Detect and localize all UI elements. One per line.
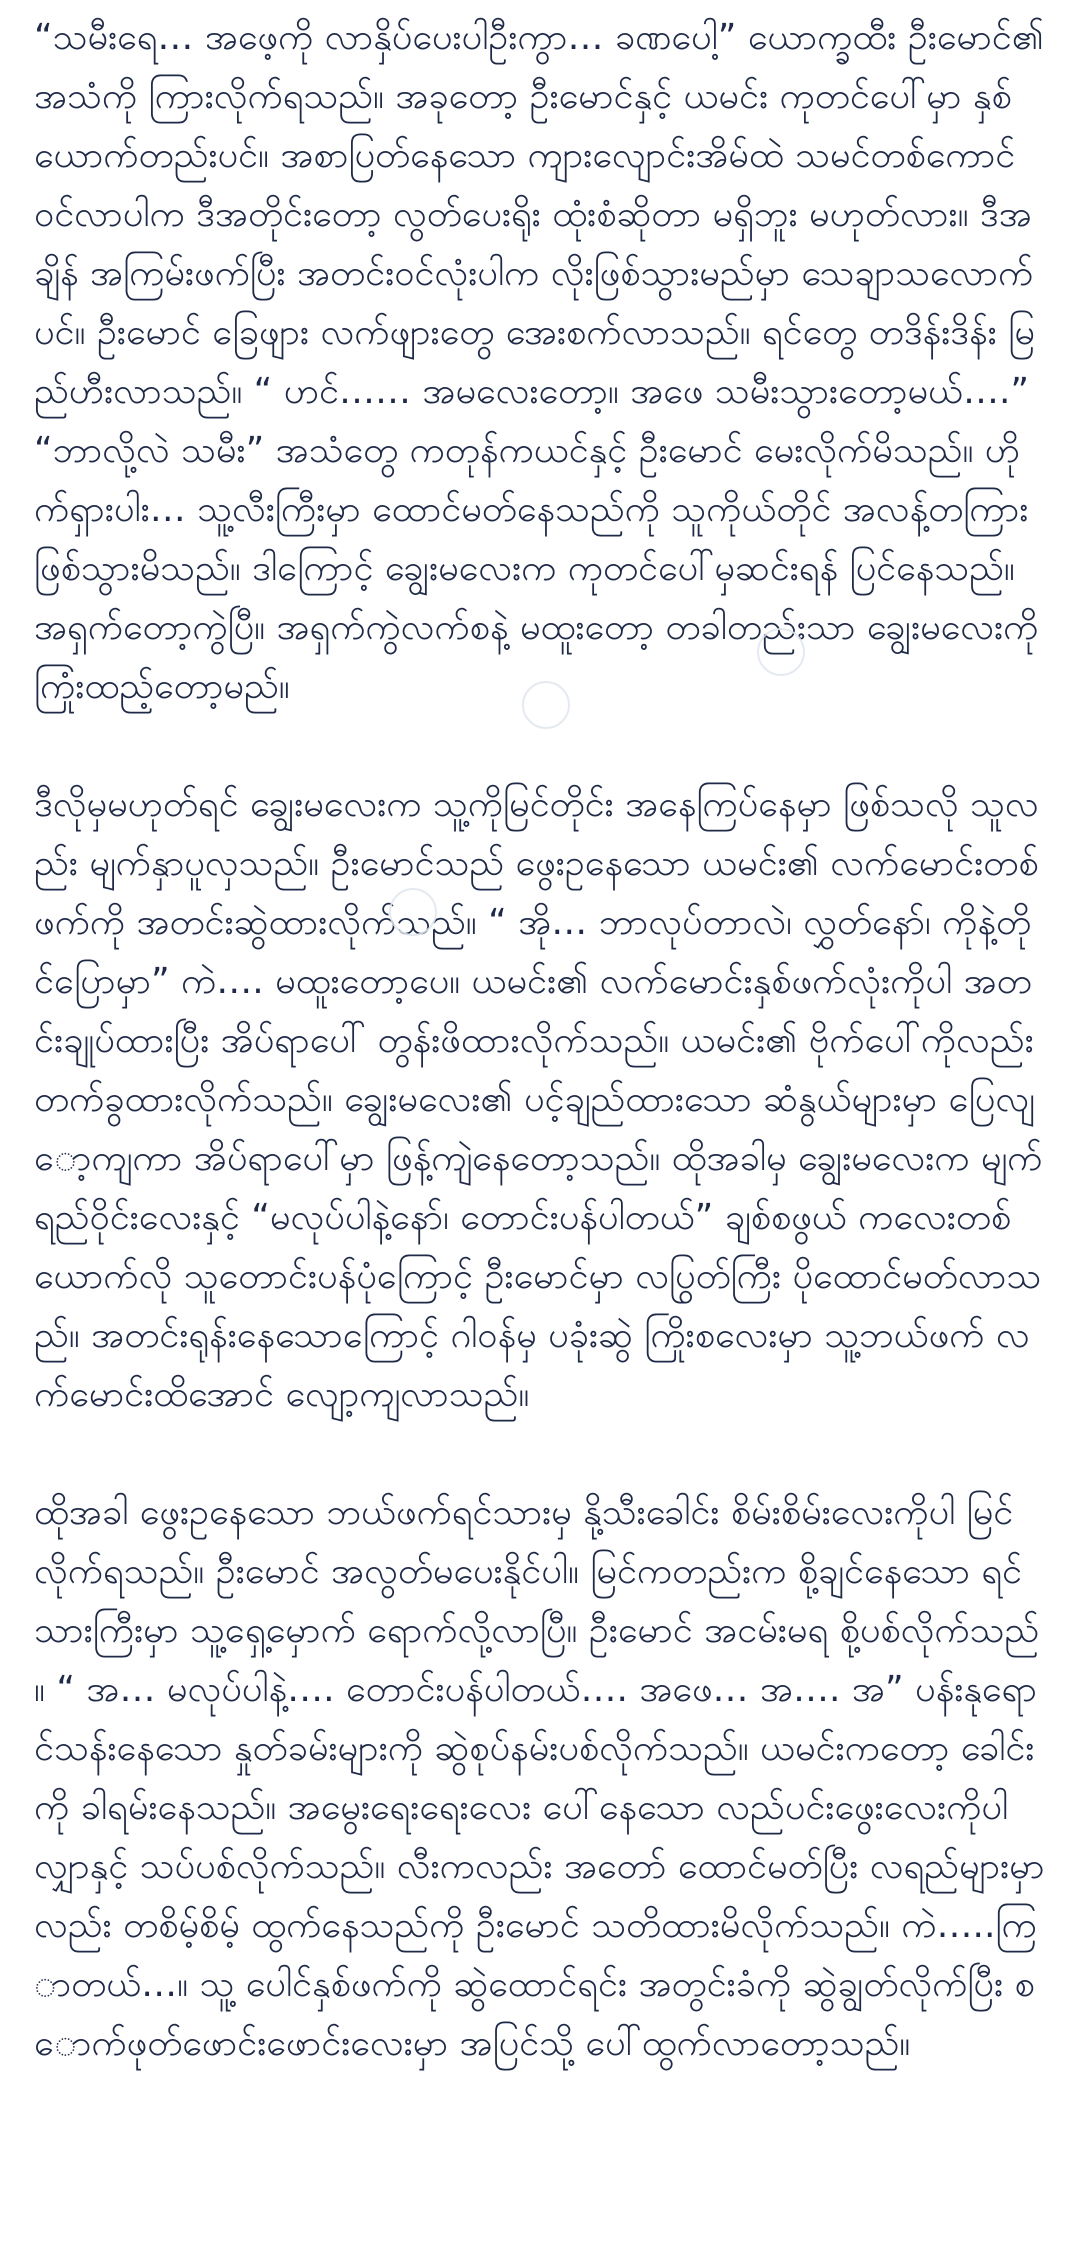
article-paragraph-3: ထိုအခါ ဖွေးဥနေသော ဘယ်ဖက်ရင်သားမှ နို့သီးခေါင်း စိမ်းစိမ်းလေးကိုပါ မြင်လိုက်ရသည်။ ဦးမောင် အလွတ်မပေးနိုင်ပါ။ မြင်ကတည်းက စို့ချင်နေသော ရင်သားကြီးမှာ သူ့ရှေ့မှောက် ရောက်လို့လာပြီ။ ဦးမောင် အငမ်းမရ စို့ပစ်လိုက်သည်။ “ အ… မလုပ်ပါနဲ့…. တောင်းပန်ပါတယ်…. အဖေ… အ…. အ” ပန်းနုရောင်သန်းနေသော နှုတ်ခမ်းများကို ဆွဲစုပ်နမ်းပစ်လိုက်သည်။ ယမင်းကတော့ ခေါင်းကို ခါရမ်းနေသည်။ အမွေးရေးရေးလေး ပေါ်နေသော လည်ပင်းဖွေးလေးကိုပါ လျှာနှင့် သပ်ပစ်လိုက်သည်။ လီးကလည်း အတော် ထောင်မတ်ပြီး လရည်များမှာလည်း တစိမ့်စိမ့် ထွက်နေသည်ကို ဦးမောင် သတိထားမိလိုက်သည်။ ကဲ…..ကြာတယ်…။ သူ့ ပေါင်နှစ်ဖက်ကို ဆွဲထောင်ရင်း အတွင်းခံကို ဆွဲချွတ်လိုက်ပြီး စောက်ဖုတ်ဖောင်းဖောင်းလေးမှာ အပြင်သို့ ပေါ်ထွက်လာတော့သည်။ — [34, 1492, 1045, 2064]
article-paragraph-1: “သမီးရေ… အဖေ့ကို လာနှိပ်ပေးပါဦးကွာ… ခဏပေါ့” ယောက္ခထီး ဦးမောင်၏ အသံကို ကြားလိုက်ရသည်။ အခုတော့ ဦးမောင်နှင့် ယမင်း ကုတင်ပေါ်မှာ နှစ်ယောက်တည်းပင်။ အစာပြတ်နေသော ကျားလျောင်းအိမ်ထဲ သမင်တစ်ကောင် ဝင်လာပါက ဒီအတိုင်းတော့ လွတ်ပေးရိုး ထုံးစံဆိုတာ မရှိဘူး မဟုတ်လား။ ဒီအချိန် အကြမ်းဖက်ပြီး အတင်းဝင်လုံးပါက လိုးဖြစ်သွားမည်မှာ သေချာသလောက်ပင်။ ဦးမောင် ခြေဖျား လက်ဖျားတွေ အေးစက်လာသည်။ ရင်တွေ တဒိန်းဒိန်း မြည်ဟီးလာသည်။ “ ဟင်…… အမလေးတော့။ အဖေ သမီးသွားတော့မယ်….” “ဘာလို့လဲ သမီး” အသံတွေ ကတုန်ကယင်နှင့် ဦးမောင် မေးလိုက်မိသည်။ ဟိုက်ရှားပါး… သူ့လီးကြီးမှာ ထောင်မတ်နေသည်ကို သူကိုယ်တိုင် အလန့်တကြား ဖြစ်သွားမိသည်။ ဒါကြောင့် ချွေးမလေးက ကုတင်ပေါ်မှဆင်းရန် ပြင်နေသည်။ အရှက်တော့ကွဲပြီ။ အရှက်ကွဲလက်စနဲ့ မထူးတော့ တခါတည်းသာ ချွေးမလေးကို ကြုံးထည့်တော့မည်။ — [34, 17, 1044, 707]
article-paragraph-2: ဒီလိုမှမဟုတ်ရင် ချွေးမလေးက သူ့ကိုမြင်တိုင်း အနေကြပ်နေမှာ ဖြစ်သလို သူလည်း မျက်နှာပူလှသည်။ ဦးမောင်သည် ဖွေးဥနေသော ယမင်း၏ လက်မောင်းတစ်ဖက်ကို အတင်းဆွဲထားလိုက်သည်။ “ အို… ဘာလုပ်တာလဲ၊ လွှတ်နော်၊ ကိုနဲ့တိုင်ပြောမှာ” ကဲ…. မထူးတော့ပေ။ ယမင်း၏ လက်မောင်းနှစ်ဖက်လုံးကိုပါ အတင်းချုပ်ထားပြီး အိပ်ရာပေါ် တွန်းဖိထားလိုက်သည်။ ယမင်း၏ ဗိုက်ပေါ်ကိုလည်း တက်ခွထားလိုက်သည်။ ချွေးမလေး၏ ပင့်ချည်ထားသော ဆံနွယ်များမှာ ပြေလျော့ကျကာ အိပ်ရာပေါ်မှာ ဖြန့်ကျဲနေတော့သည်။ ထိုအခါမှ ချွေးမလေးက မျက်ရည်ဝိုင်းလေးနှင့် “မလုပ်ပါနဲ့နော်၊ တောင်းပန်ပါတယ်” ချစ်စဖွယ် ကလေးတစ်ယောက်လို သူတောင်းပန်ပုံကြောင့် ဦးမောင်မှာ လပြွတ်ကြီး ပိုထောင်မတ်လာသည်။ အတင်းရုန်းနေသောကြောင့် ဂါဝန်မှ ပခုံးဆွဲ ကြိုးစလေးမှာ သူ့ဘယ်ဖက် လက်မောင်းထိအောင် လျော့ကျလာသည်။ — [34, 784, 1043, 1415]
